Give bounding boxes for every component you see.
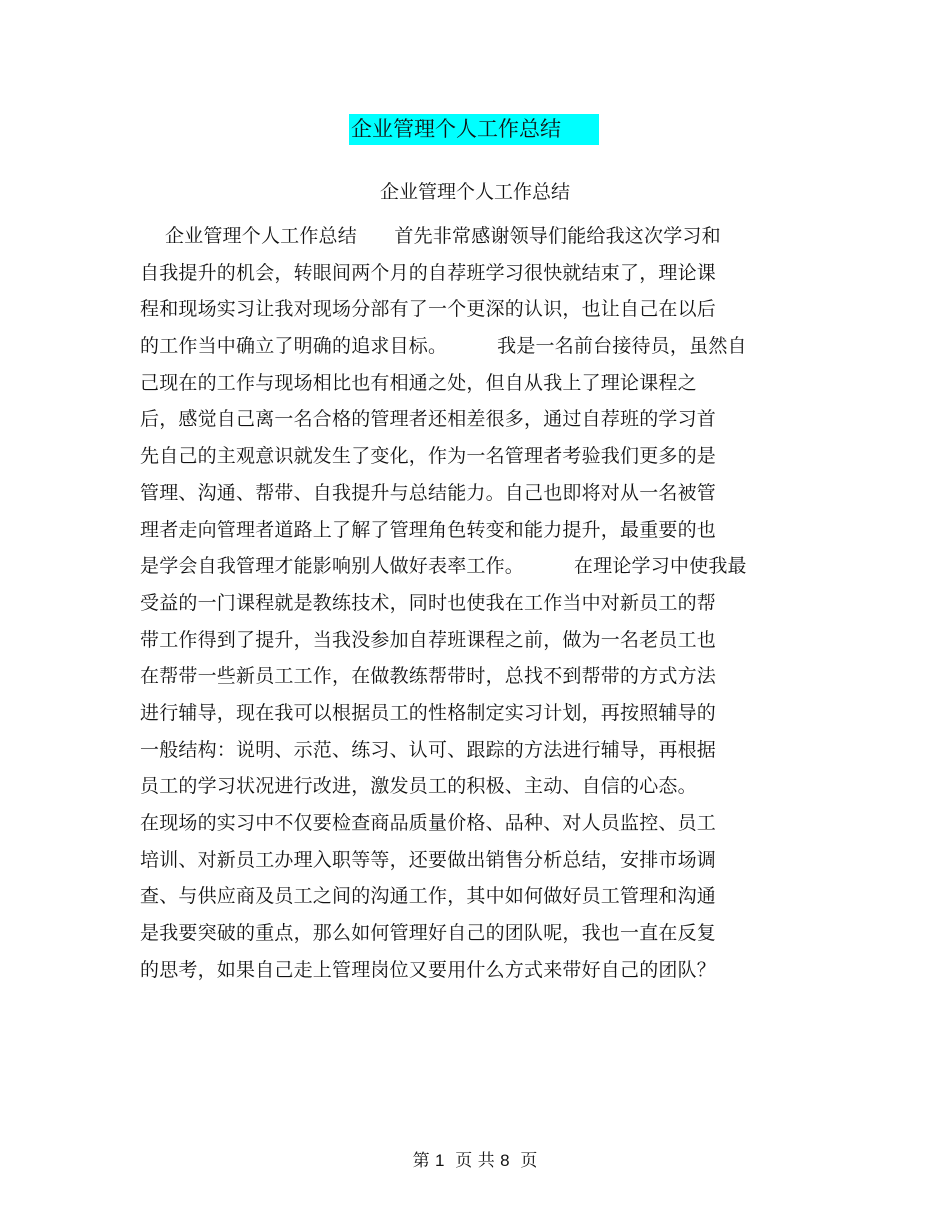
- body-line: 先自己的主观意识就发生了变化，作为一名管理者考验我们更多的是: [140, 445, 717, 468]
- footer-suffix: 页: [520, 1151, 538, 1171]
- body-line: 的思考，如果自己走上管理岗位又要用什么方式来带好自己的团队？: [140, 958, 717, 981]
- body-line: 进行辅导，现在我可以根据员工的性格制定实习计划，再按照辅导的: [140, 701, 717, 724]
- body-line: 在现场的实习中不仅要检查商品质量价格、品种、对人员监控、员工: [140, 812, 717, 834]
- body-line: 管理、沟通、帮带、自我提升与总结能力。自己也即将对从一名被管: [140, 481, 717, 504]
- body-line: 受益的一门课程就是教练技术，同时也使我在工作当中对新员工的帮: [140, 591, 717, 614]
- body-line: 是我要突破的重点，那么如何管理好自己的团队呢，我也一直在反复: [140, 922, 717, 945]
- footer-middle: 页 共: [455, 1151, 495, 1171]
- body-line: 企业管理个人工作总结 首先非常感谢领导们能给我这次学习和: [140, 225, 721, 247]
- body-line: 培训、对新员工办理入职等等，还要做出销售分析总结，安排市场调: [140, 848, 717, 871]
- body-line: 是学会自我管理才能影响别人做好表率工作。 在理论学习中使我最: [140, 555, 747, 578]
- footer-page-number: 1: [435, 1151, 445, 1170]
- body-line: 理者走向管理者道路上了解了管理角色转变和能力提升，最重要的也: [140, 518, 717, 541]
- document-title: 企业管理个人工作总结: [349, 114, 599, 145]
- body-line: 程和现场实习让我对现场分部有了一个更深的认识，也让自己在以后: [140, 298, 717, 321]
- body-line: 后，感觉自己离一名合格的管理者还相差很多，通过自荐班的学习首: [140, 408, 717, 431]
- body-line: 自我提升的机会，转眼间两个月的自荐班学习很快就结束了，理论课: [140, 261, 717, 284]
- footer-total-pages: 8: [500, 1151, 510, 1170]
- body-text: [140, 218, 800, 988]
- body-line: 查、与供应商及员工之间的沟通工作，其中如何做好员工管理和沟通: [140, 885, 717, 908]
- body-line: 带工作得到了提升，当我没参加自荐班课程之前，做为一名老员工也: [140, 628, 717, 651]
- body-line: 员工的学习状况进行改进，激发员工的积极、主动、自信的心态。: [140, 775, 697, 798]
- body-line: 己现在的工作与现场相比也有相通之处，但自从我上了理论课程之: [140, 371, 697, 394]
- body-line: 在帮带一些新员工工作，在做教练帮带时，总找不到帮带的方式方法: [140, 665, 717, 688]
- page-footer: [0, 1148, 950, 1174]
- body-line: 一般结构：说明、示范、练习、认可、跟踪的方法进行辅导，再根据: [140, 738, 717, 761]
- footer-prefix: 第: [412, 1151, 430, 1171]
- body-line: 的工作当中确立了明确的追求目标。 我是一名前台接待员，虽然自: [140, 335, 747, 358]
- document-subtitle: 企业管理个人工作总结: [379, 181, 570, 203]
